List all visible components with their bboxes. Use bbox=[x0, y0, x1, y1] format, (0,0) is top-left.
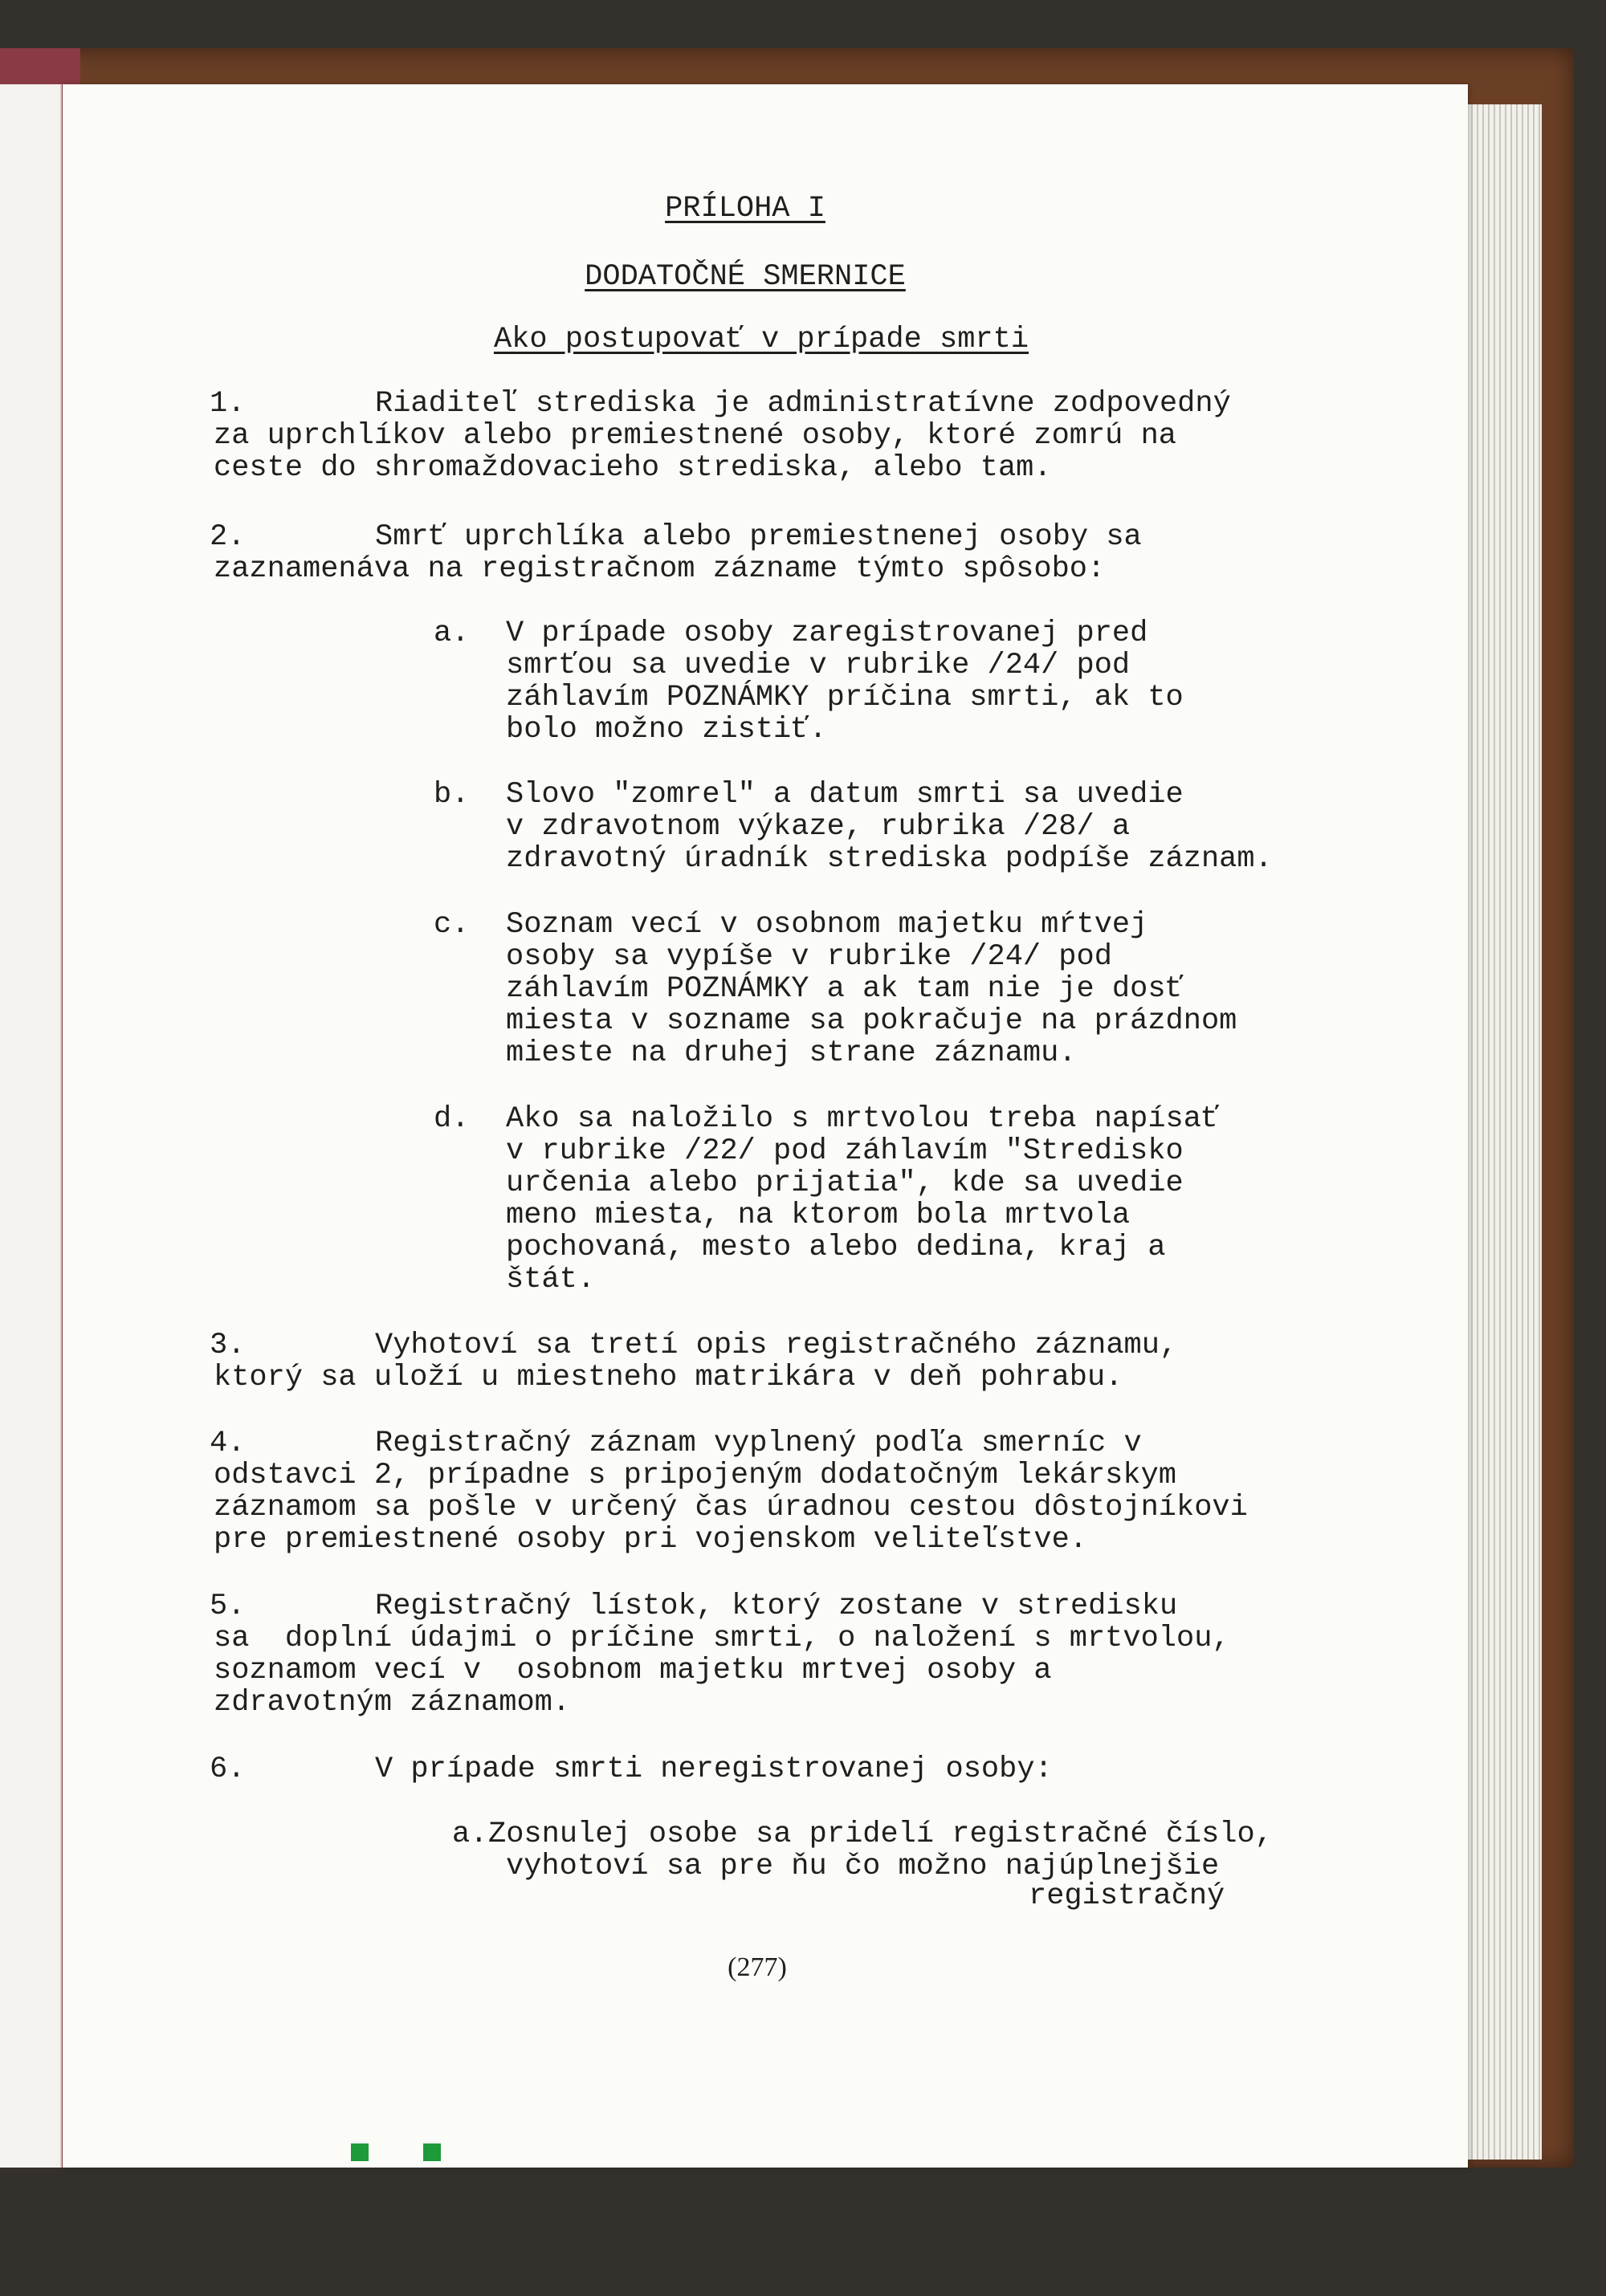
paragraph-number: 1. bbox=[210, 387, 246, 421]
paragraph-line: sa doplní údajmi o príčine smrti, o naložení s mrtvolou, bbox=[214, 1622, 1230, 1655]
paragraph-line: zaznamenáva na registračnom zázname týmto spôsobo: bbox=[214, 552, 1106, 586]
paragraph-line: odstavci 2, prípadne s pripojeným dodatočným lekárskym bbox=[214, 1459, 1176, 1492]
page-number: (277) bbox=[728, 1952, 787, 1982]
document-title: DODATOČNÉ SMERNICE bbox=[585, 260, 906, 294]
paragraph-line: V prípade smrti neregistrovanej osoby: bbox=[375, 1753, 1053, 1786]
page-text bbox=[63, 84, 1468, 2168]
green-tab-marker bbox=[351, 2143, 369, 2161]
subparagraph-line: meno miesta, na ktorom bola mrtvola bbox=[506, 1199, 1131, 1232]
paragraph-number: 5. bbox=[210, 1590, 246, 1623]
subparagraph-line: bolo možno zistiť. bbox=[506, 713, 827, 747]
subparagraph-line: v rubrike /22/ pod záhlavím "Stredisko bbox=[506, 1134, 1184, 1168]
paragraph-line: soznamom vecí v osobnom majetku mrtvej osoby a bbox=[214, 1654, 1052, 1687]
paragraph-number: 6. bbox=[210, 1753, 246, 1786]
subparagraph-line: osoby sa vypíše v rubrike /24/ pod bbox=[506, 940, 1112, 974]
subparagraph-line: Soznam vecí v osobnom majetku mŕtvej bbox=[506, 908, 1148, 942]
paragraph-line: Registračný lístok, ktorý zostane v stredisku bbox=[375, 1590, 1178, 1623]
green-tab-marker bbox=[423, 2143, 441, 2161]
subparagraph-line: Ako sa naložilo s mrtvolou treba napísať bbox=[506, 1102, 1220, 1136]
catchword: registračný bbox=[1029, 1879, 1225, 1913]
subparagraph-line: Slovo "zomrel" a datum smrti sa uvedie bbox=[506, 778, 1184, 812]
subparagraph-label: b. bbox=[434, 778, 470, 812]
subparagraph-line: vyhotoví sa pre ňu čo možno najúplnejšie bbox=[506, 1850, 1220, 1883]
subparagraph-line: štát. bbox=[506, 1263, 596, 1297]
subparagraph-line: Zosnulej osobe sa pridelí registračné číslo, bbox=[488, 1818, 1273, 1851]
subparagraph-line: V prípade osoby zaregistrovanej pred bbox=[506, 617, 1148, 650]
paragraph-line: pre premiestnené osoby pri vojenskom veliteľstve. bbox=[214, 1523, 1087, 1557]
subparagraph-label: a. bbox=[434, 617, 470, 650]
paragraph-line: Vyhotoví sa tretí opis registračného záznamu, bbox=[375, 1329, 1178, 1362]
paragraph-line: Riaditeľ strediska je administratívne zodpovedný bbox=[375, 387, 1231, 421]
paragraph-number: 2. bbox=[210, 520, 246, 554]
subparagraph-line: miesta v sozname sa pokračuje na prázdnom bbox=[506, 1004, 1237, 1038]
subparagraph-line: záhlavím POZNÁMKY príčina smrti, ak to bbox=[506, 681, 1184, 714]
paragraph-line: zdravotným záznamom. bbox=[214, 1686, 571, 1720]
document-page bbox=[63, 84, 1468, 2168]
subparagraph-label: c. bbox=[434, 908, 470, 942]
paragraph-line: ktorý sa uloží u miestneho matrikára v deň pohrabu. bbox=[214, 1361, 1123, 1394]
subparagraph-line: mieste na druhej strane záznamu. bbox=[506, 1036, 1077, 1070]
paragraph-line: ceste do shromaždovacieho strediska, alebo tam. bbox=[214, 451, 1052, 485]
facing-page-edge bbox=[0, 84, 62, 2168]
subparagraph-line: smrťou sa uvedie v rubrike /24/ pod bbox=[506, 649, 1131, 682]
paragraph-number: 3. bbox=[210, 1329, 246, 1362]
page-edges bbox=[1461, 104, 1542, 2160]
paragraph-line: záznamom sa pošle v určený čas úradnou cestou dôstojníkovi bbox=[214, 1491, 1248, 1525]
subparagraph-line: určenia alebo prijatia", kde sa uvedie bbox=[506, 1166, 1184, 1200]
section-subtitle: Ako postupovať v prípade smrti bbox=[493, 323, 1029, 356]
paragraph-line: Registračný záznam vyplnený podľa smerníc v bbox=[375, 1427, 1142, 1460]
subparagraph-line: zdravotný úradník strediska podpíše záznam. bbox=[506, 842, 1273, 876]
subparagraph-line: v zdravotnom výkaze, rubrika /28/ a bbox=[506, 810, 1131, 844]
paragraph-line: za uprchlíkov alebo premiestnené osoby, ktoré zomrú na bbox=[214, 419, 1176, 453]
subparagraph-label: a. bbox=[452, 1818, 488, 1851]
subparagraph-line: záhlavím POZNÁMKY a ak tam nie je dosť bbox=[506, 972, 1184, 1006]
paragraph-number: 4. bbox=[210, 1427, 246, 1460]
paragraph-line: Smrť uprchlíka alebo premiestnenej osoby sa bbox=[375, 520, 1142, 554]
subparagraph-label: d. bbox=[434, 1102, 470, 1136]
subparagraph-line: pochovaná, mesto alebo dedina, kraj a bbox=[506, 1231, 1166, 1264]
appendix-heading: PRÍLOHA I bbox=[665, 192, 825, 226]
